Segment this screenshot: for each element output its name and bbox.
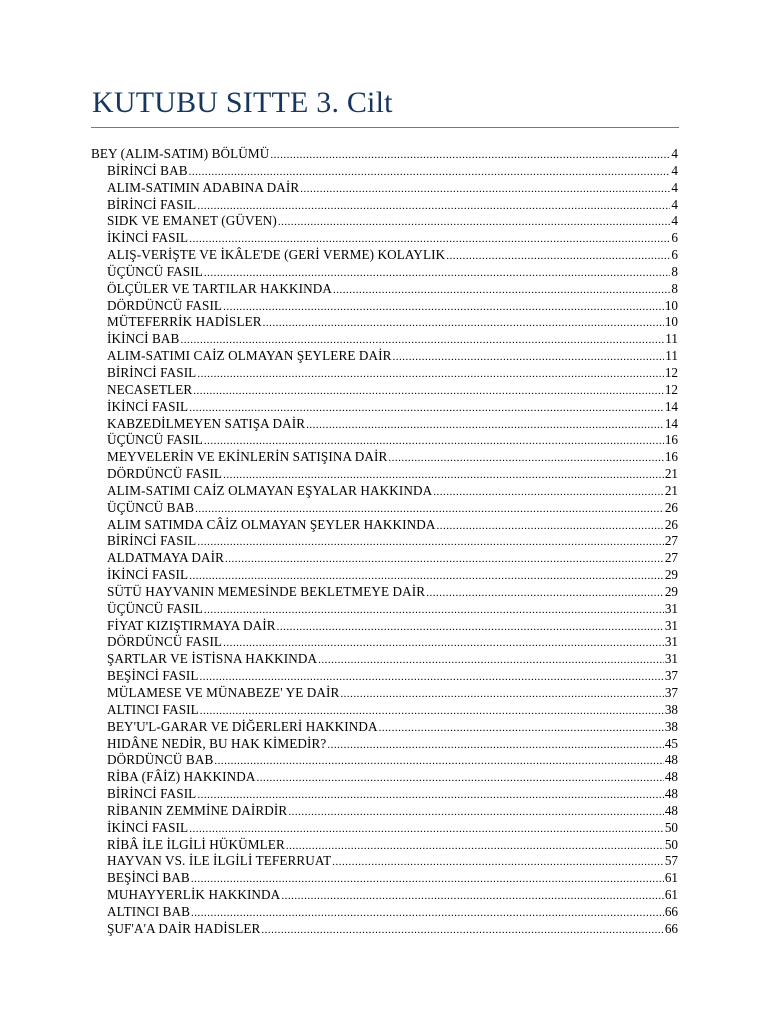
toc-page-number: 38 bbox=[664, 718, 678, 734]
toc-dot-leader bbox=[200, 668, 664, 685]
toc-entry[interactable] bbox=[91, 887, 678, 904]
toc-entry-label: DÖRDÜNCÜ FASIL bbox=[107, 297, 223, 313]
toc-dot-leader bbox=[223, 298, 664, 315]
toc-entry-label: ŞARTLAR VE İSTİSNA HAKKINDA bbox=[107, 651, 318, 667]
toc-entry-label: ALTINCI BAB bbox=[107, 903, 191, 919]
toc-entry-label: İKİNCİ FASIL bbox=[107, 398, 189, 414]
toc-entry-label: RİBANIN ZEMMİNE DAİRDİR bbox=[107, 802, 288, 818]
toc-dot-leader bbox=[189, 230, 670, 247]
toc-dot-leader bbox=[223, 634, 664, 651]
toc-page-number: 61 bbox=[664, 870, 678, 886]
toc-page-number: 29 bbox=[664, 567, 678, 583]
toc-entry[interactable] bbox=[91, 230, 678, 247]
toc-entry[interactable] bbox=[91, 904, 678, 921]
toc-entry[interactable] bbox=[91, 668, 678, 685]
toc-entry-label: HAYVAN VS. İLE İLGİLİ TEFERRUAT bbox=[107, 853, 332, 869]
toc-dot-leader bbox=[257, 769, 664, 786]
toc-page-number: 14 bbox=[664, 415, 678, 431]
toc-entry[interactable] bbox=[91, 517, 678, 534]
toc-entry[interactable] bbox=[91, 769, 678, 786]
toc-dot-leader bbox=[332, 853, 664, 870]
toc-dot-leader bbox=[204, 601, 664, 618]
toc-entry[interactable] bbox=[91, 281, 678, 298]
toc-entry-label: ALIM-SATIMIN ADABINA DAİR bbox=[107, 179, 300, 195]
toc-dot-leader bbox=[379, 719, 664, 736]
toc-entry-label: ALIŞ-VERİŞTE VE İKÂLE'DE (GERİ VERME) KOLAYLIK bbox=[107, 247, 446, 263]
toc-dot-leader bbox=[333, 281, 670, 298]
toc-page-number: 11 bbox=[665, 331, 678, 347]
toc-entry-label: ÜÇÜNCÜ FASIL bbox=[107, 600, 203, 616]
toc-entry-label: ŞUF'A'A DAİR HADİSLER bbox=[107, 920, 261, 936]
toc-dot-leader bbox=[393, 348, 665, 365]
toc-entry-label: BİRİNCİ FASIL bbox=[107, 196, 197, 212]
toc-page-number: 14 bbox=[664, 398, 678, 414]
table-of-contents bbox=[91, 146, 678, 938]
toc-page-number: 11 bbox=[665, 348, 678, 364]
toc-page-number: 31 bbox=[664, 651, 678, 667]
toc-entry[interactable] bbox=[91, 365, 678, 382]
toc-entry[interactable] bbox=[91, 416, 678, 433]
toc-page-number: 16 bbox=[664, 449, 678, 465]
toc-page-number: 21 bbox=[664, 466, 678, 482]
toc-page-number: 48 bbox=[664, 802, 678, 818]
toc-entry-label: İKİNCİ FASIL bbox=[107, 230, 189, 246]
toc-page-number: 31 bbox=[664, 617, 678, 633]
toc-entry[interactable] bbox=[91, 786, 678, 803]
toc-page-number: 4 bbox=[671, 162, 678, 178]
toc-entry-label: MUHAYYERLİK HAKKINDA bbox=[107, 887, 281, 903]
toc-entry[interactable] bbox=[91, 837, 678, 854]
toc-entry[interactable] bbox=[91, 264, 678, 281]
toc-entry-label: KABZEDİLMEYEN SATIŞA DAİR bbox=[107, 415, 306, 431]
toc-entry[interactable] bbox=[91, 736, 678, 753]
toc-dot-leader bbox=[278, 213, 671, 230]
toc-entry[interactable] bbox=[91, 432, 678, 449]
toc-page-number: 66 bbox=[664, 920, 678, 936]
toc-page-number: 57 bbox=[664, 853, 678, 869]
toc-entry[interactable] bbox=[91, 803, 678, 820]
toc-page-number: 27 bbox=[664, 550, 678, 566]
toc-page-number: 6 bbox=[671, 247, 678, 263]
toc-dot-leader bbox=[195, 500, 664, 517]
toc-entry-label: MÜLAMESE VE MÜNABEZE' YE DAİR bbox=[107, 685, 340, 700]
toc-dot-leader bbox=[189, 820, 664, 837]
toc-entry-label: ALDATMAYA DAİR bbox=[107, 550, 225, 566]
toc-entry-label: DÖRDÜNCÜ FASIL bbox=[107, 466, 223, 482]
toc-page-number: 6 bbox=[671, 230, 678, 246]
toc-entry[interactable] bbox=[91, 853, 678, 870]
toc-page-number: 27 bbox=[664, 533, 678, 549]
toc-entry-label: ÖLÇÜLER VE TARTILAR HAKKINDA bbox=[107, 280, 333, 296]
toc-page-number: 4 bbox=[671, 146, 678, 161]
toc-dot-leader bbox=[286, 837, 664, 854]
toc-dot-leader bbox=[189, 567, 664, 584]
toc-entry-label: ÜÇÜNCÜ BAB bbox=[107, 499, 195, 515]
toc-entry-label: BEŞİNCİ BAB bbox=[107, 870, 190, 886]
toc-dot-leader bbox=[388, 449, 663, 466]
toc-dot-leader bbox=[327, 736, 663, 753]
toc-entry[interactable] bbox=[91, 870, 678, 887]
toc-page-number: 16 bbox=[664, 432, 678, 448]
toc-page-number: 45 bbox=[664, 735, 678, 751]
toc-entry[interactable] bbox=[91, 719, 678, 736]
toc-page-number: 61 bbox=[664, 887, 678, 903]
toc-page-number: 29 bbox=[664, 583, 678, 599]
title-divider bbox=[91, 127, 679, 128]
toc-entry-label: ALIM-SATIMI CAİZ OLMAYAN EŞYALAR HAKKINDA bbox=[107, 482, 433, 498]
toc-dot-leader bbox=[426, 584, 664, 601]
toc-dot-leader bbox=[197, 365, 663, 382]
toc-entry-label: DÖRDÜNCÜ BAB bbox=[107, 752, 214, 768]
toc-entry-label: BİRİNCİ BAB bbox=[107, 162, 188, 178]
toc-page-number: 37 bbox=[664, 685, 678, 700]
toc-entry[interactable] bbox=[91, 298, 678, 315]
toc-entry-label: NECASETLER bbox=[107, 381, 193, 397]
toc-page-number: 26 bbox=[664, 499, 678, 515]
toc-entry[interactable] bbox=[91, 314, 678, 331]
toc-entry[interactable] bbox=[91, 567, 678, 584]
toc-page-number: 48 bbox=[664, 769, 678, 785]
toc-entry-label: İKİNCİ BAB bbox=[107, 331, 180, 347]
toc-dot-leader bbox=[446, 247, 670, 264]
toc-entry-label: ALIM SATIMDA CÂİZ OLMAYAN ŞEYLER HAKKINDA bbox=[107, 516, 436, 532]
toc-dot-leader bbox=[433, 483, 664, 500]
toc-dot-leader bbox=[318, 651, 664, 668]
toc-page-number: 4 bbox=[671, 179, 678, 195]
toc-entry[interactable] bbox=[91, 466, 678, 483]
toc-page-number: 8 bbox=[671, 263, 678, 279]
toc-page-number: 50 bbox=[664, 819, 678, 835]
toc-entry[interactable] bbox=[91, 163, 678, 180]
toc-page-number: 12 bbox=[664, 381, 678, 397]
toc-entry[interactable] bbox=[91, 382, 678, 399]
toc-dot-leader bbox=[288, 803, 663, 820]
toc-page-number: 50 bbox=[664, 836, 678, 852]
toc-page-number: 31 bbox=[664, 634, 678, 650]
toc-entry-label: MEYVELERİN VE EKİNLERİN SATIŞINA DAİR bbox=[107, 449, 388, 465]
toc-entry-label: ALIM-SATIMI CAİZ OLMAYAN ŞEYLERE DAİR bbox=[107, 348, 392, 364]
toc-dot-leader bbox=[300, 180, 670, 197]
toc-entry-label: SÜTÜ HAYVANIN MEMESİNDE BEKLETMEYE DAİR bbox=[107, 583, 426, 599]
toc-dot-leader bbox=[189, 163, 671, 180]
toc-entry-label: ÜÇÜNCÜ FASIL bbox=[107, 263, 203, 279]
toc-dot-leader bbox=[225, 550, 664, 567]
toc-entry[interactable] bbox=[91, 533, 678, 550]
toc-entry-label: BEY'U'L-GARAR VE DİĞERLERİ HAKKINDA bbox=[107, 718, 378, 734]
toc-page-number: 31 bbox=[664, 600, 678, 616]
toc-dot-leader bbox=[191, 870, 664, 887]
toc-entry[interactable] bbox=[91, 348, 678, 365]
toc-dot-leader bbox=[200, 702, 664, 719]
toc-entry-label: BİRİNCİ FASIL bbox=[107, 533, 197, 549]
toc-entry[interactable] bbox=[91, 331, 678, 348]
toc-entry-label: RİBÂ İLE İLGİLİ HÜKÜMLER bbox=[107, 836, 285, 852]
toc-dot-leader bbox=[223, 466, 664, 483]
toc-page-number: 8 bbox=[671, 280, 678, 296]
toc-entry-label: ALTINCI FASIL bbox=[107, 701, 199, 717]
toc-entry[interactable] bbox=[91, 820, 678, 837]
toc-entry-label: MÜTEFERRİK HADİSLER bbox=[107, 314, 262, 330]
toc-entry-label: BEY (ALIM-SATIM) BÖLÜMÜ bbox=[91, 146, 270, 161]
toc-page-number: 48 bbox=[664, 786, 678, 802]
toc-dot-leader bbox=[261, 921, 663, 938]
toc-page-number: 21 bbox=[664, 482, 678, 498]
toc-entry-label: İKİNCİ FASIL bbox=[107, 819, 189, 835]
toc-entry[interactable] bbox=[91, 601, 678, 618]
toc-dot-leader bbox=[277, 618, 664, 635]
toc-dot-leader bbox=[197, 786, 663, 803]
toc-page-number: 26 bbox=[664, 516, 678, 532]
toc-dot-leader bbox=[437, 517, 664, 534]
toc-entry[interactable] bbox=[91, 634, 678, 651]
toc-entry[interactable] bbox=[91, 399, 678, 416]
toc-page-number: 12 bbox=[664, 364, 678, 380]
toc-entry-label: HIDÂNE NEDİR, BU HAK KİMEDİR? bbox=[107, 735, 327, 751]
toc-page-number: 38 bbox=[664, 701, 678, 717]
toc-dot-leader bbox=[193, 382, 664, 399]
toc-entry[interactable] bbox=[91, 247, 678, 264]
toc-entry[interactable] bbox=[91, 180, 678, 197]
toc-entry[interactable] bbox=[91, 500, 678, 517]
toc-entry[interactable] bbox=[91, 921, 678, 938]
toc-page-number: 48 bbox=[664, 752, 678, 768]
toc-entry[interactable] bbox=[91, 702, 678, 719]
toc-page-number: 10 bbox=[664, 314, 678, 330]
toc-dot-leader bbox=[281, 887, 664, 904]
toc-entry[interactable] bbox=[91, 651, 678, 668]
toc-dot-leader bbox=[180, 331, 664, 348]
toc-entry-label: ÜÇÜNCÜ FASIL bbox=[107, 432, 203, 448]
toc-dot-leader bbox=[270, 146, 670, 163]
toc-entry[interactable] bbox=[91, 752, 678, 769]
toc-entry-label: DÖRDÜNCÜ FASIL bbox=[107, 634, 223, 650]
toc-dot-leader bbox=[214, 752, 663, 769]
toc-entry-label: RİBA (FÂİZ) HAKKINDA bbox=[107, 769, 256, 785]
toc-page-number: 66 bbox=[664, 903, 678, 919]
toc-page-number: 37 bbox=[664, 668, 678, 684]
toc-entry[interactable] bbox=[91, 197, 678, 214]
toc-entry[interactable] bbox=[91, 449, 678, 466]
toc-page-number: 4 bbox=[671, 196, 678, 212]
toc-dot-leader bbox=[197, 197, 670, 214]
toc-dot-leader bbox=[340, 685, 663, 702]
toc-entry-label: BEŞİNCİ FASIL bbox=[107, 668, 199, 684]
toc-entry-label: BİRİNCİ FASIL bbox=[107, 786, 197, 802]
toc-entry[interactable] bbox=[91, 146, 678, 163]
toc-dot-leader bbox=[191, 904, 664, 921]
toc-entry[interactable] bbox=[91, 685, 678, 702]
toc-entry[interactable] bbox=[91, 584, 678, 601]
toc-dot-leader bbox=[204, 264, 671, 281]
toc-entry[interactable] bbox=[91, 483, 678, 500]
toc-dot-leader bbox=[306, 416, 664, 433]
toc-entry[interactable] bbox=[91, 213, 678, 230]
toc-entry[interactable] bbox=[91, 550, 678, 567]
toc-dot-leader bbox=[189, 399, 664, 416]
toc-dot-leader bbox=[263, 314, 664, 331]
toc-entry-label: FİYAT KIZIŞTIRMAYA DAİR bbox=[107, 617, 276, 633]
toc-page-number: 4 bbox=[671, 213, 678, 229]
page-title: KUTUBU SITTE 3. Cilt bbox=[92, 86, 393, 119]
toc-page-number: 10 bbox=[664, 297, 678, 313]
toc-entry-label: İKİNCİ FASIL bbox=[107, 567, 189, 583]
toc-entry-label: BİRİNCİ FASIL bbox=[107, 364, 197, 380]
toc-dot-leader bbox=[204, 432, 664, 449]
toc-dot-leader bbox=[197, 533, 663, 550]
toc-entry[interactable] bbox=[91, 618, 678, 635]
toc-entry-label: SIDK VE EMANET (GÜVEN) bbox=[107, 213, 277, 229]
